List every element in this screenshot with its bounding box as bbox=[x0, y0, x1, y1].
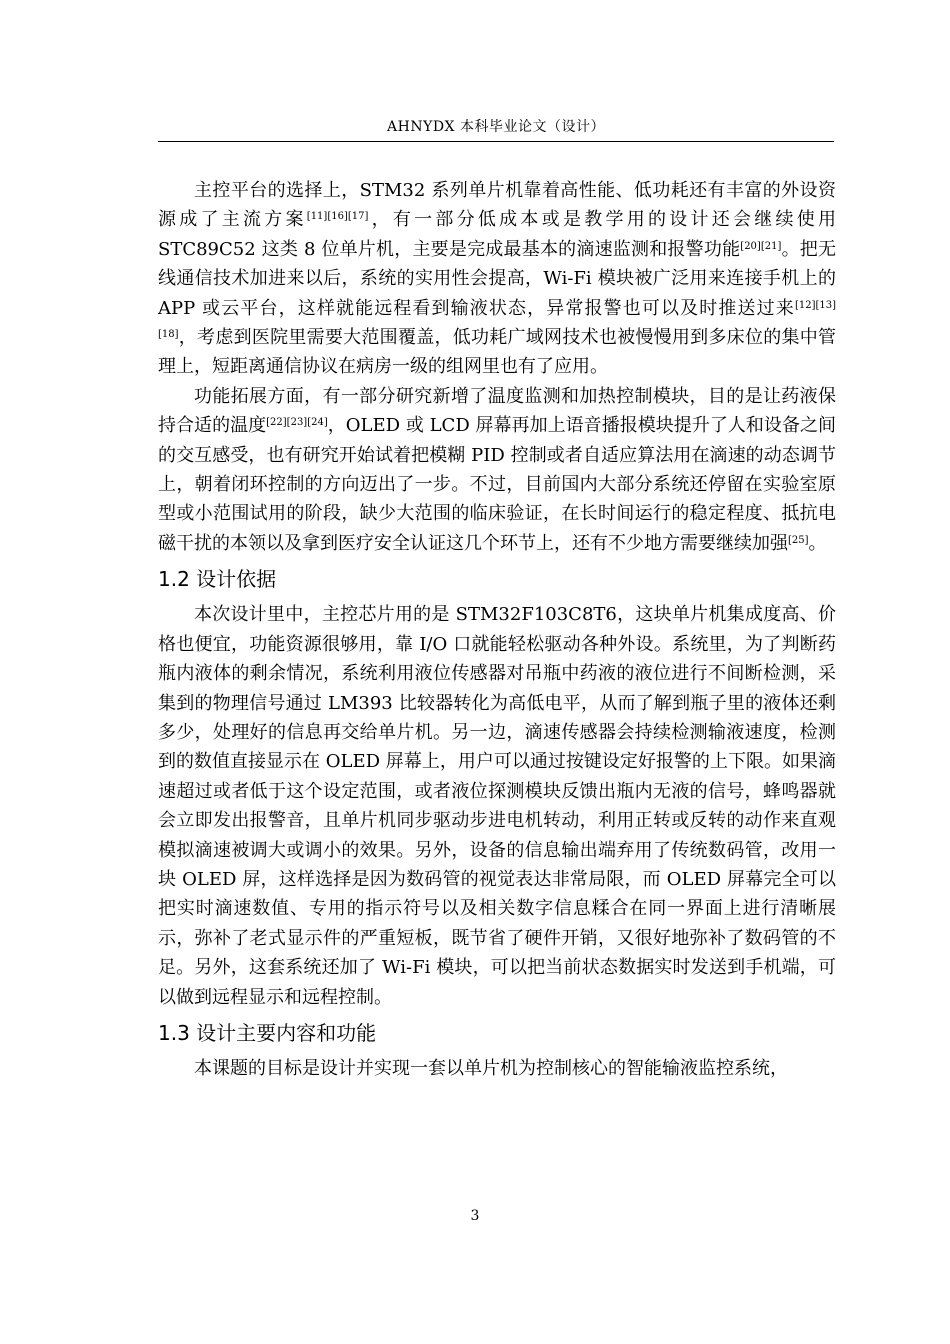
text-run: 。 bbox=[808, 532, 827, 554]
text-run: ，有一部分低成本或是教学用的设计还会继续使用 STC89C52 这类 8 位单片机，主要是完成最基本的滴速监测和报警功能 bbox=[158, 209, 837, 260]
citation-ref: [12][13][18] bbox=[158, 299, 836, 341]
citation-ref: [11][16][17] bbox=[306, 211, 369, 223]
section-heading-1-2: 1.2 设计依据 bbox=[158, 567, 277, 592]
text-run: 功能拓展方面，有一部分研究新增了温度监测和加热控制模块，目的是让药液保持合适的温度 bbox=[158, 385, 836, 437]
header-rule bbox=[158, 141, 834, 142]
paragraph-main-controller bbox=[158, 176, 836, 382]
text-run: 。把无线通信技术加进来以后，系统的实用性会提高，Wi-Fi 模块被广泛用来连接手机上的 APP 或云平台，这样就能远程看到输液状态，异常报警也可以及时推送过来 bbox=[158, 238, 837, 319]
text-run: 本课题的目标是设计并实现一套以单片机为控制核心的智能输液监控系统， bbox=[194, 1057, 788, 1079]
text-run: 主控平台的选择上，STM32 系列单片机靠着高性能、低功耗还有丰富的外设资源成了主流方案 bbox=[158, 180, 836, 231]
running-header: AHNYDX 本科毕业论文（设计） bbox=[387, 119, 605, 135]
page-body bbox=[158, 176, 836, 1083]
citation-ref: [22][23][24] bbox=[266, 417, 328, 429]
paragraph-feature-extension bbox=[158, 382, 836, 558]
text-run: ，考虑到医院里需要大范围覆盖，低功耗广域网技术也被慢慢用到多床位的集中管理上，短距离通信协议在病房一级的组网里也有了应用。 bbox=[158, 327, 836, 378]
section-heading-1-3: 1.3 设计主要内容和功能 bbox=[158, 1020, 377, 1045]
paragraph-main-content bbox=[158, 1054, 836, 1083]
citation-ref: [25] bbox=[788, 534, 809, 546]
paragraph-design-basis bbox=[158, 600, 836, 1012]
text-run: 本次设计里中，主控芯片用的是 STM32F103C8T6，这块单片机集成度高、价格也便宜，功能资源很够用，靠 I/O 口就能轻松驱动各种外设。系统里，为了判断药瓶内液体的剩余情况，系统利用液位传感器对吊瓶中药液的液位进行不间断检测，采集到的物理信号通过 LM393 比较器转化为高低电平，从而了解到瓶子里的液体还剩多少，处理好的信息再交给单片机。另一边，滴速传感器会持续检测输液速度，检测到的数值直接显示在 OLED 屏幕上，用户可以通过按键设定好报警的上下限。如果滴速超过或者低于这个设定范围，或者液位探测模块反馈出瓶内无液的信号，蜂鸣器就会立即发出报警音，且单片机同步驱动步进电机转动，利用正转或反转的动作来直观模拟滴速被调大或调小的效果。另外，设备的信息输出端弃用了传统数码管，改用一块 OLED 屏，这样选择是因为数码管的视觉表达非常局限，而 OLED 屏幕完全可以把实时滴速数值、专用的指示符号以及相关数字信息糅合在同一界面上进行清晰展示，弥补了老式显示件的严重短板，既节省了硬件开销，又很好地弥补了数码管的不足。另外，这套系统还加了 Wi-Fi 模块，可以把当前状态数据实时发送到手机端，可以做到远程显示和远程控制。 bbox=[158, 604, 836, 1008]
text-run: ，OLED 或 LCD 屏幕再加上语音播报模块提升了人和设备之间的交互感受，也有研究开始试着把模糊 PID 控制或者自适应算法用在滴速的动态调节上，朝着闭环控制的方向迈出了一步。不过，目前国内大部分系统还停留在实验室原型或小范围试用的阶段，缺少大范围的临床验证，在长时间运行的稳定程度、抵抗电磁干扰的本领以及拿到医疗安全认证这几个环节上，还有不少地方需要继续加强 bbox=[158, 415, 836, 554]
citation-ref: [20][21] bbox=[740, 240, 782, 252]
page-number: 3 bbox=[470, 1208, 480, 1224]
